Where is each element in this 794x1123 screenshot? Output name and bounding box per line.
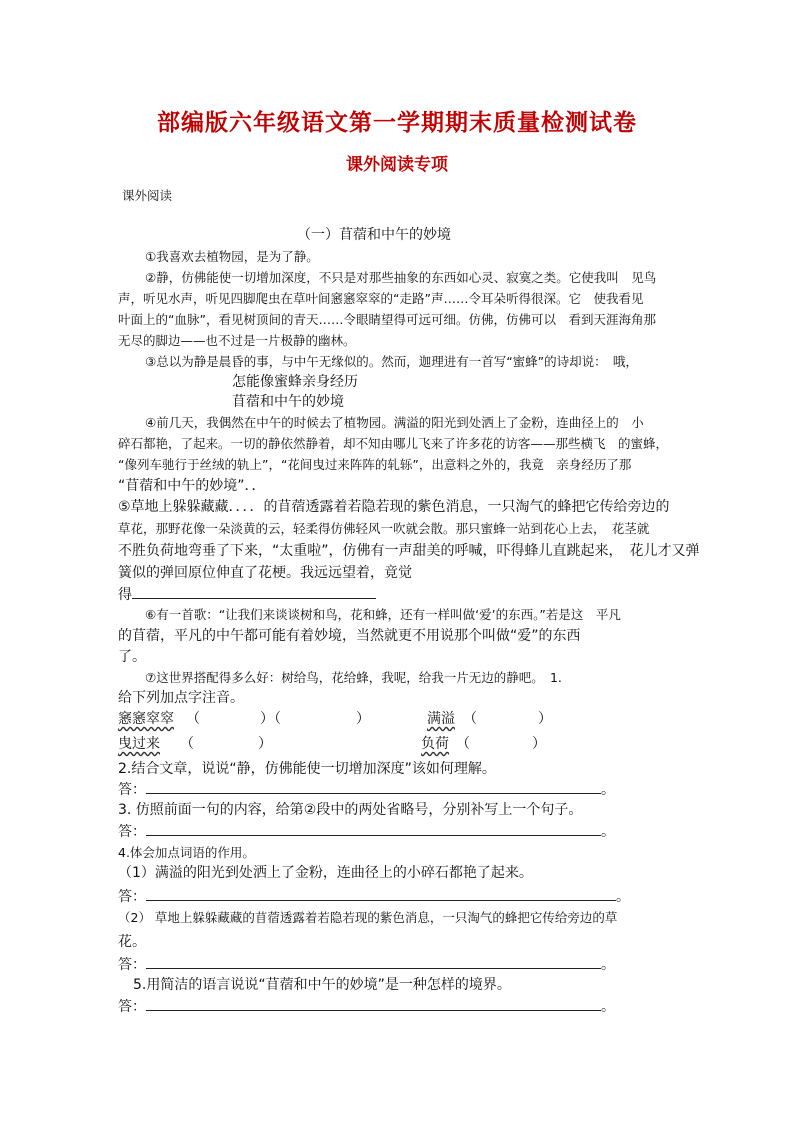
- pinyin-word: [118, 711, 174, 727]
- answer-label: 答：: [118, 824, 146, 840]
- page-title: 部编版六年级语文第一学期期末质量检测试卷: [157, 109, 637, 136]
- question-4-2: （2） 草地上躲躲藏藏的苜蓿透露着若隐若现的紫色消息，一只淘气的蜂把它传给旁边的草: [118, 910, 618, 925]
- passage-heading: （一）苜蓿和中午的妙境: [297, 227, 451, 243]
- pinyin-paren[interactable]: ）（: [260, 711, 281, 727]
- pinyin-word: [427, 711, 455, 727]
- passage-line: 无尽的脚边——也不过是一片极静的幽林。: [118, 333, 356, 348]
- passage-line: ③总以为静是晨昏的事，与中午无缘似的。然而，迦理进有一首写“蜜蜂”的诗却说： 哦，: [145, 354, 638, 369]
- answer-blank[interactable]: [146, 998, 601, 1011]
- answer-blank[interactable]: [146, 888, 616, 901]
- passage-text: 得: [118, 587, 132, 603]
- passage-line: 碎石都艳，了起来。一切的静依然静着，却不知由哪儿飞来了许多花的访客——那些横飞 的蜜蜂，: [118, 436, 669, 451]
- answer-period: 。: [601, 824, 615, 840]
- question-4: 4.体会加点词语的作用。: [118, 845, 255, 860]
- passage-line: ②静，仿佛能使一切增加深度，不只是对那些抽象的东西如心灵、寂寞之类。它使我叫 见鸟: [145, 270, 657, 285]
- passage-line: ⑦这世界搭配得多么好：树给鸟，花给蜂，我呢，给我一片无边的静吧。 1.: [145, 670, 562, 685]
- answer-label: 答：: [118, 999, 146, 1015]
- passage-line: ④前几天，我偶然在中午的时候去了植物园。满溢的阳光到处洒上了金粉，连曲径上的 小: [145, 415, 644, 430]
- answer-period: 。: [601, 782, 615, 798]
- pinyin-paren[interactable]: （: [186, 711, 200, 727]
- pinyin-paren[interactable]: ）: [532, 736, 546, 752]
- answer-line: [118, 956, 615, 973]
- pinyin-word: [118, 736, 160, 752]
- pinyin-paren[interactable]: ）: [258, 736, 272, 752]
- answer-period: 。: [616, 889, 630, 905]
- passage-line: ⑤草地上躲躲藏藏．．．．的苜蓿透露着若隐若现的紫色消息，一只淘气的蜂把它传给旁边的: [118, 499, 670, 515]
- section-label: 课外阅读: [122, 188, 173, 203]
- answer-label: 答：: [118, 957, 146, 973]
- pinyin-paren[interactable]: （: [456, 736, 470, 752]
- answer-blank[interactable]: [146, 956, 601, 969]
- passage-line: 叶面上的“血脉”，看见树顶间的青天……令眼睛望得可远可细。仿佛，仿佛可以 看到天涯海角那: [118, 312, 656, 327]
- dotted-word: 窸窸窣窣: [118, 711, 174, 727]
- passage-line: 簧似的弹回原位伸直了花梗。我远远望着，竟觉: [118, 565, 412, 581]
- answer-blank[interactable]: [146, 823, 601, 836]
- passage-line: 声，听见水声，听见四脚爬虫在草叶间窸窸窣窣的“走路”声……令耳朵听得很深。它 使我看见: [118, 291, 644, 306]
- answer-line: [118, 888, 630, 905]
- answer-line: [118, 998, 615, 1015]
- question-2: 2.结合文章，说说“静，仿佛能使一切增加深度”该如何理解。: [118, 761, 496, 777]
- answer-line: [118, 781, 615, 798]
- pinyin-paren[interactable]: ）: [356, 711, 370, 727]
- answer-label: 答：: [118, 782, 146, 798]
- page-subtitle: 课外阅读专项: [346, 155, 448, 175]
- poem-line: 苜蓿和中午的妙境: [232, 394, 344, 410]
- passage-line: “像列车驰行于丝绒的轨上”，“花间曳过来阵阵的轧轹”，出意料之外的，我竟 亲身经历了那: [118, 457, 632, 472]
- passage-line: ①我喜欢去植物园，是为了静。: [145, 249, 319, 264]
- dotted-word: 曳过来: [118, 736, 160, 752]
- answer-label: 答：: [118, 889, 146, 905]
- question-1: 给下列加点字注音。: [118, 690, 244, 706]
- passage-line: [118, 586, 376, 603]
- question-3: 3. 仿照前面一句的内容，给第②段中的两处省略号，分别补写上一个句子。: [118, 802, 583, 818]
- passage-line: “苜蓿和中午的妙境”．．: [118, 478, 266, 494]
- answer-line: [118, 823, 615, 840]
- answer-period: 。: [601, 957, 615, 973]
- passage-line: 的苜蓿，平凡的中午都可能有着妙境，当然就更不用说那个叫做“爱”的东西: [118, 628, 581, 644]
- question-4-2-cont: 花。: [118, 934, 146, 950]
- pinyin-paren[interactable]: （: [463, 711, 477, 727]
- question-5: 5.用简洁的语言说说“苜蓿和中午的妙境”是一种怎样的境界。: [133, 977, 511, 993]
- poem-line: 怎能像蜜蜂亲身经历: [232, 374, 358, 390]
- pinyin-paren[interactable]: ）: [538, 711, 552, 727]
- passage-line: 草花，那野花像一朵淡黄的云，轻柔得仿佛轻风一吹就会散。那只蜜蜂一站到花心上去， 花茎就: [118, 521, 650, 536]
- answer-blank[interactable]: [146, 781, 601, 794]
- pinyin-paren[interactable]: （: [180, 736, 194, 752]
- answer-period: 。: [601, 999, 615, 1015]
- pinyin-word: [421, 736, 449, 752]
- dotted-word: 负荷: [421, 736, 449, 752]
- passage-line: ⑥有一首歌：“让我们来谈谈树和鸟，花和蜂，还有一样叫做‘爱’的东西。”若是这 平凡: [145, 607, 621, 622]
- answer-blank[interactable]: [132, 586, 376, 599]
- dotted-word: 满溢: [427, 711, 455, 727]
- passage-line: 了。: [118, 649, 146, 665]
- question-4-1: （1）满溢的阳光到处洒上了金粉，连曲径上的小碎石都艳了起来。: [118, 865, 533, 881]
- passage-line: 不胜负荷地弯垂了下来，“太重啦”，仿佛有一声甜美的呼喊，吓得蜂儿直跳起来， 花儿才又弹: [118, 543, 700, 559]
